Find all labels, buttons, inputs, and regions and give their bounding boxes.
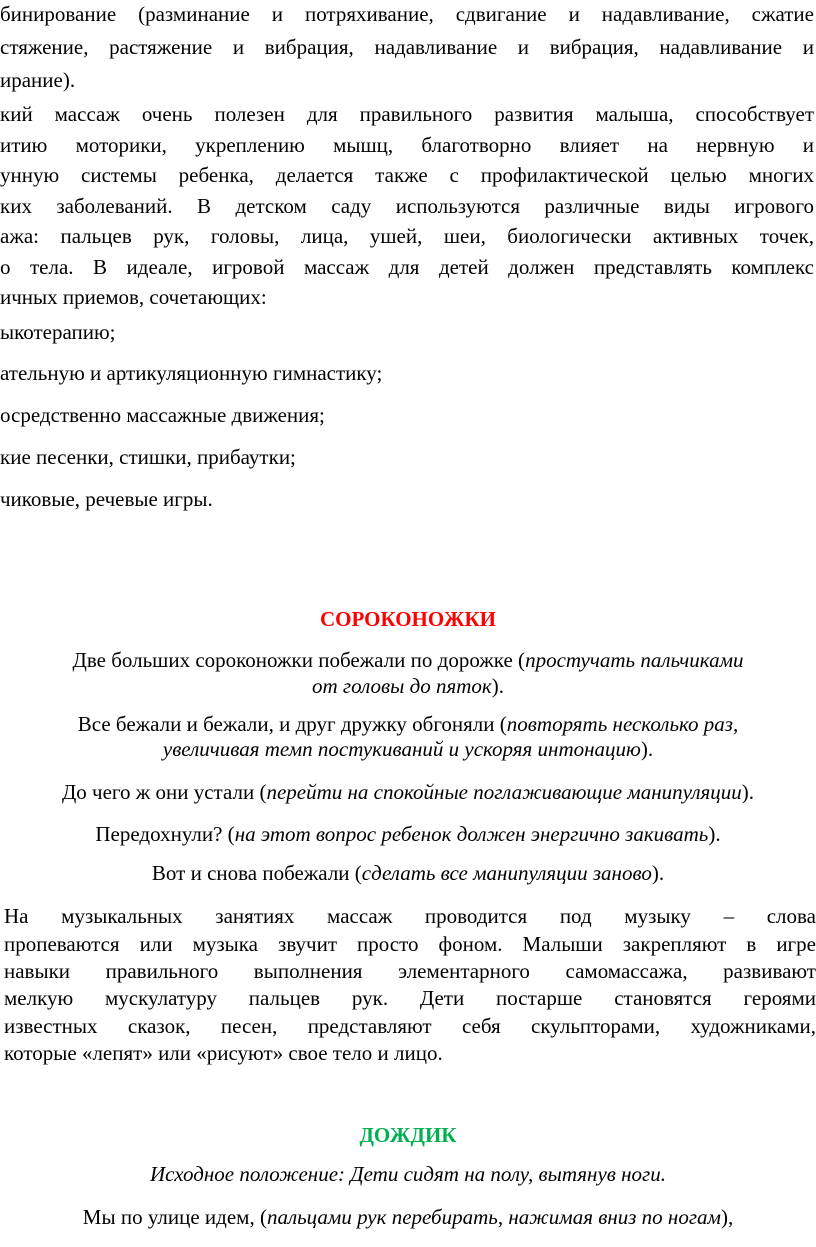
text-line: ирание). [0,68,76,92]
verse-line: Две больших сороконожки побежали по дорожке (простучать пальчиками [72,648,744,672]
text-line: о тела. В идеале, игровой массаж для детей должен представлять комплекс [0,255,814,279]
list-item: ательную и артикуляционную гимнастику; [0,361,383,385]
verse-line: Вот и снова побежали (сделать все манипуляции заново). [151,861,665,885]
text-line: стяжение, растяжение и вибрация, надавливание и вибрация, надавливание и [0,35,814,59]
text-line: ичных приемов, сочетающих: [0,285,267,309]
list-item: кие песенки, стишки, прибаутки; [0,445,296,469]
verse-line: увеличивая темп постукиваний и ускоряя интонацию). [162,737,654,761]
verse-line: Передохнули? (на этот вопрос ребенок должен энергично закивать). [95,822,721,846]
text-line: навыки правильного выполнения элементарного самомассажа, развивают [4,959,816,983]
verse-line: До чего ж они устали (перейти на спокойные поглаживающие манипуляции). [61,780,755,804]
text-line: ажа: пальцев рук, головы, лица, ушей, шеи, биологически активных точек, [0,224,814,248]
list-item: осредственно массажные движения; [0,403,325,427]
initial-position: Исходное положение: Дети сидят на полу, вытянув ноги. [150,1162,666,1186]
text-line: итию моторики, укреплению мышц, благотворно влияет на нервную и [0,133,814,157]
text-line: ких заболеваний. В детском саду используются различные виды игрового [0,194,814,218]
text-line: которые «лепят» или «рисуют» свое тело и лицо. [4,1041,443,1065]
text-line: унную системы ребенка, делается также с профилактической целью многих [0,163,814,187]
text-line: пропеваются или музыка звучит просто фоном. Малыши закрепляют в игре [4,932,816,956]
text-line: мелкую мускулатуру пальцев рук. Дети постарше становятся героями [4,986,816,1010]
text-line: На музыкальных занятиях массаж проводится под музыку – слова [4,904,816,928]
section-title-sorokonozhki: СОРОКОНОЖКИ [319,607,497,631]
list-item: ыкотерапию; [0,320,116,344]
text-line: известных сказок, песен, представляют себя скульпторами, художниками, [4,1014,816,1038]
text-line: бинирование (разминание и потряхивание, сдвигание и надавливание, сжатие [0,2,814,26]
list-item: чиковые, речевые игры. [0,487,213,511]
text-line: кий массаж очень полезен для правильного развития малыша, способствует [0,102,814,126]
verse-line: от головы до пяток). [312,674,504,698]
verse-line: Мы по улице идем, (пальцами рук перебирать, нажимая вниз по ногам), [82,1205,734,1229]
verse-line: Все бежали и бежали, и друг дружку обгоняли (повторять несколько раз, [77,712,739,736]
section-title-dozhdik: ДОЖДИК [359,1123,457,1147]
